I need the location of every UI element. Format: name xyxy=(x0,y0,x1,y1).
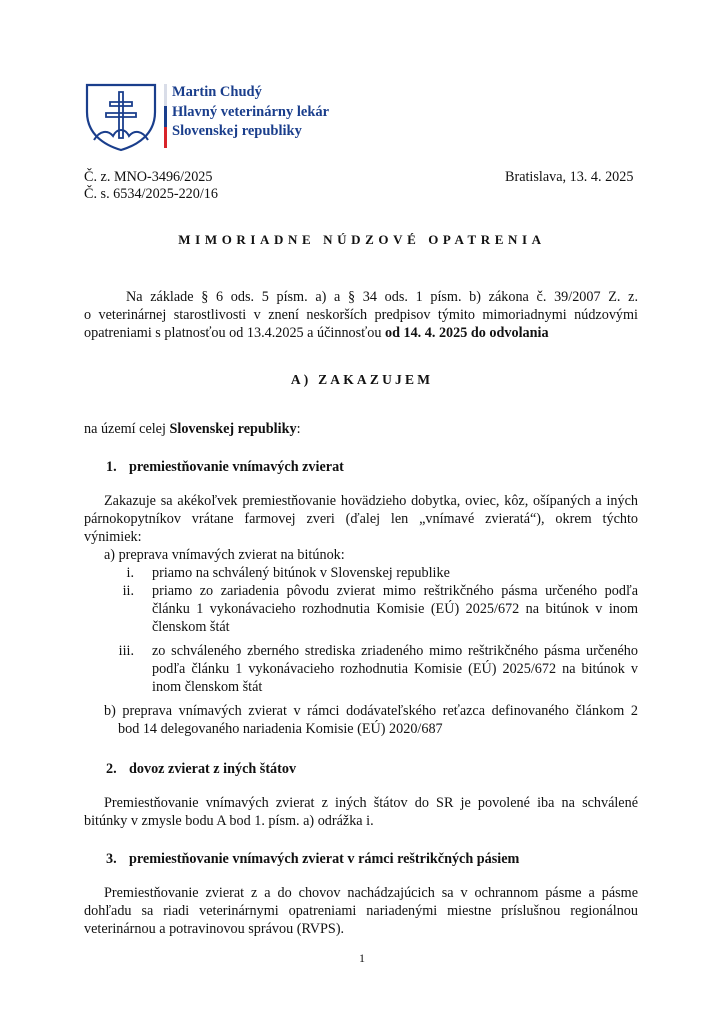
document-title: MIMORIADNE NÚDZOVÉ OPATRENIA xyxy=(178,232,546,247)
item-1-para-line-1: Zakazuje sa akékoľvek premiestňovanie hovädzieho dobytka, oviec, kôz, ošípaných a iných xyxy=(104,493,638,509)
issuer-role-line2: Slovenskej republiky xyxy=(172,123,302,139)
reference-number-1: Č. z. MNO-3496/2025 xyxy=(84,169,213,185)
coat-of-arms-icon xyxy=(84,82,158,152)
item-3-number: 3. xyxy=(106,851,117,867)
intro-line-3 xyxy=(84,324,549,342)
item-1-number: 1. xyxy=(106,459,117,475)
intro-line-1: Na základe § 6 ods. 5 písm. a) a § 34 ods. 1 písm. b) zákona č. 39/2007 Z. z. xyxy=(126,289,638,305)
page-number: 1 xyxy=(359,951,365,965)
flag-color-bar xyxy=(164,84,167,148)
item-2-number: 2. xyxy=(106,761,117,777)
item-1-iii-line-2: podľa článku 1 vykonávacieho rozhodnutia Komisie (EÚ) 2025/672 na bitúnok v xyxy=(152,661,638,677)
item-1-heading: premiestňovanie vnímavých zvierat xyxy=(129,459,344,475)
item-1-iii-line-1: zo schváleného zberného strediska zriadeného mimo reštrikčného pásma určeného xyxy=(152,643,638,659)
territory-colon: : xyxy=(296,421,301,437)
item-2-para-line-2: bitúnky v zmysle bodu A bod 1. písm. a) odrážka i. xyxy=(84,813,374,829)
item-1-ii-line-2: článku 1 vykonávacieho rozhodnutia Komisie (EÚ) 2025/672 na bitúnok v inom xyxy=(152,601,638,617)
item-3-heading: premiestňovanie vnímavých zvierat v rámci reštrikčných pásiem xyxy=(129,851,520,867)
territory-country: Slovenskej republiky xyxy=(169,421,297,437)
issuer-role-line1: Hlavný veterinárny lekár xyxy=(172,104,330,120)
item-1-ii-line-3: členskom štát xyxy=(152,619,230,635)
item-3-para-line-2: dohľadu sa riadi veterinárnymi opatreniami nariadenými miestne príslušnou regionálnou xyxy=(84,903,638,919)
item-1-iii-num: iii. xyxy=(118,643,134,659)
item-1-i-num: i. xyxy=(126,565,134,581)
item-1-b-line-1: b) preprava vnímavých zvierat v rámci dodávateľského reťazca definovaného článkom 2 xyxy=(104,703,638,719)
place-and-date: Bratislava, 13. 4. 2025 xyxy=(505,169,634,185)
item-2-heading: dovoz zvierat z iných štátov xyxy=(129,761,297,777)
intro-effective-period: od 14. 4. 2025 do odvolania xyxy=(384,325,549,341)
item-1-a-label: a) preprava vnímavých zvierat na bitúnok: xyxy=(104,547,345,563)
item-2-para-line-1: Premiestňovanie vnímavých zvierat z iných štátov do SR je povolené iba na schválené xyxy=(104,795,638,811)
issuer-name: Martin Chudý xyxy=(172,84,262,100)
intro-line-2: o veterinárnej starostlivosti v znení neskorších predpisov týmito mimoriadnymi núdzovými xyxy=(84,307,638,323)
intro-validity-text: opatreniami s platnosťou od 13.4.2025 a účinnosťou xyxy=(84,325,385,341)
item-1-b-line-2: bod 14 delegovaného nariadenia Komisie (EÚ) 2020/687 xyxy=(118,721,443,737)
reference-number-2: Č. s. 6534/2025-220/16 xyxy=(84,186,218,202)
section-a-heading: A) ZAKAZUJEM xyxy=(290,372,434,387)
item-3-para-line-3: veterinárnou a potravinovou správou (RVPS). xyxy=(84,921,345,937)
territory-text: na území celej xyxy=(84,421,170,437)
item-1-ii-num: ii. xyxy=(122,583,134,599)
item-1-para-line-2: párnokopytníkov vrátane farmovej zveri (ďalej len „vnímavé zvieratá“), okrem týchto xyxy=(84,511,638,527)
item-3-para-line-1: Premiestňovanie zvierat z a do chovov nachádzajúcich sa v ochrannom pásme a pásme xyxy=(104,885,638,901)
item-1-iii-line-3: inom členskom štát xyxy=(152,679,263,695)
item-1-i-text: priamo na schválený bitúnok v Slovenskej republike xyxy=(152,565,450,581)
item-1-para-line-3: výnimiek: xyxy=(84,529,142,545)
item-1-ii-line-1: priamo zo zariadenia pôvodu zvierat mimo reštrikčného pásma určeného podľa xyxy=(152,583,638,599)
territory-line xyxy=(84,420,301,438)
